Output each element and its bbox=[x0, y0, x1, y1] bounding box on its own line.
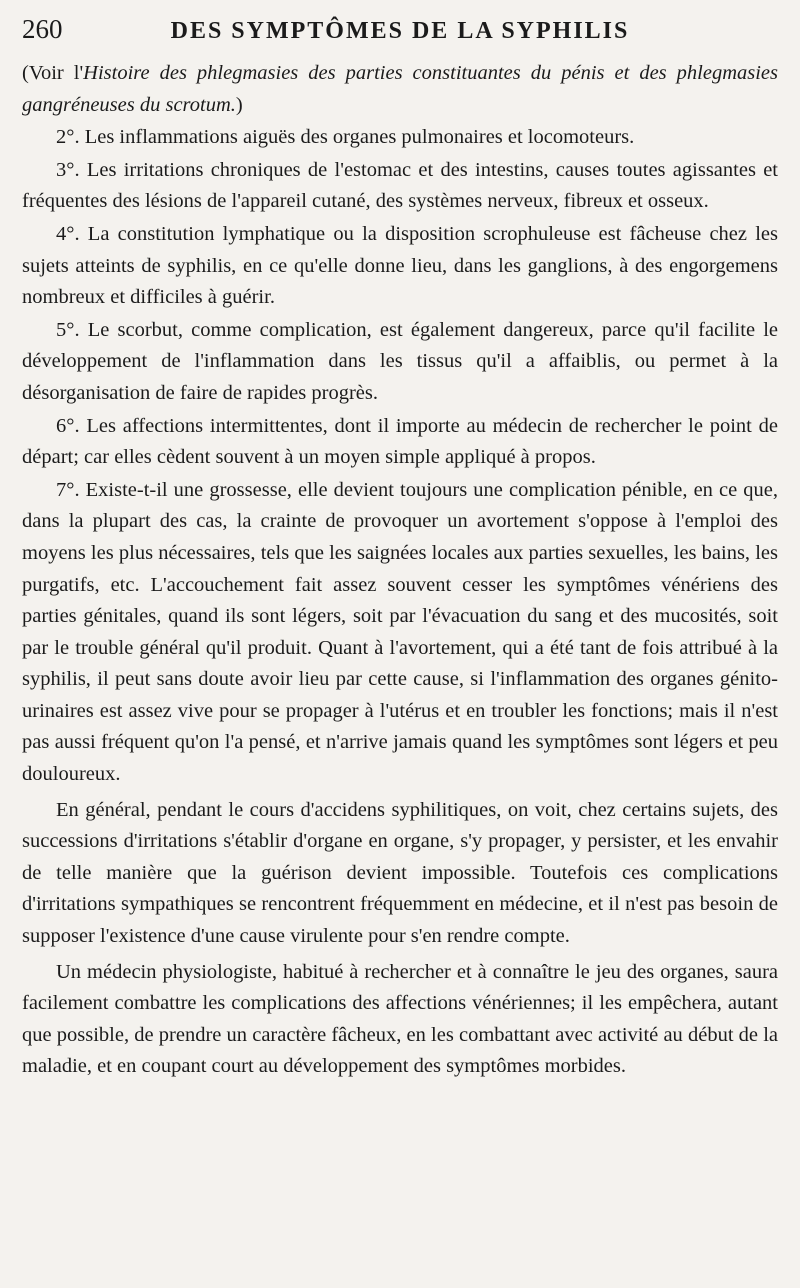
paragraph-item-7: 7°. Existe-t-il une grossesse, elle devient toujours une complication pénible, en ce que, dans la plupart des cas, la crainte de provoquer un avortement s'oppose à l'emploi des moyens les plus nécessaires, tels que les saignées locales aux parties sexuelles, les bains, les purgatifs, etc. L'accouchement fait assez souvent cesser les symptômes vénériens des parties génitales, quand ils sont légers, soit par l'évacuation du sang et des mucosités, soit par le trouble général qu'il produit. Quant à l'avortement, qui a été tant de fois attribué à la syphilis, il peut sans doute avoir lieu par cette cause, si l'inflammation des organes génito-urinaires est assez vive pour se propager à l'utérus et en troubler les fonctions; mais il n'est pas aussi fréquent qu'on l'a pensé, et n'arrive jamais quand les symptômes sont légers et peu douloureux. bbox=[22, 478, 778, 786]
book-page bbox=[22, 14, 778, 1083]
paragraph-item-4: 4°. La constitution lymphatique ou la disposition scrophuleuse est fâcheuse chez les sujets atteints de syphilis, en ce qu'elle donne lieu, dans les ganglions, à des engorgemens nombreux et difficiles à guérir. bbox=[22, 222, 778, 309]
reference-title: Histoire des phlegmasies des parties constituantes du pénis et des phlegmasies gangréneuses du scrotum. bbox=[22, 62, 778, 116]
paragraph-item-2: 2°. Les inflammations aiguës des organes pulmonaires et locomoteurs. bbox=[56, 126, 635, 149]
page-number: 260 bbox=[22, 14, 63, 44]
paragraph-item-3: 3°. Les irritations chroniques de l'estomac et des intestins, causes toutes agissantes et fréquentes des lésions de l'appareil cutané, des systèmes nerveux, fibreux et osseux. bbox=[22, 158, 778, 213]
paragraph-item-6: 6°. Les affections intermittentes, dont il importe au médecin de rechercher le point de départ; car elles cèdent souvent à un moyen simple appliqué à propos. bbox=[22, 414, 778, 469]
page-header bbox=[22, 14, 778, 58]
reference-open: (Voir l' bbox=[22, 62, 84, 84]
body-text bbox=[22, 58, 778, 1083]
paragraph-physiologist: Un médecin physiologiste, habitué à rechercher et à connaître le jeu des organes, saura facilement combattre les complications des affections vénériennes; il les empêchera, autant que possible, de prendre un caractère fâcheux, en les combattant avec activité au début de la maladie, et en coupant court au développement des symptômes morbides. bbox=[22, 960, 778, 1078]
running-title: DES SYMPTÔMES DE LA SYPHILIS bbox=[170, 18, 630, 44]
paragraph-reference bbox=[22, 58, 778, 121]
paragraph-item-5: 5°. Le scorbut, comme complication, est également dangereux, parce qu'il facilite le développement de l'inflammation dans les tissus qu'il a affaiblis, ou permet à la désorganisation de faire de rapides progrès. bbox=[22, 318, 778, 404]
paragraph-general: En général, pendant le cours d'accidens syphilitiques, on voit, chez certains sujets, des successions d'irritations s'établir d'organe en organe, s'y propager, y persister, et les envahir de telle manière que la guérison devient impossible. Toutefois ces complications d'irritations sympathiques se rencontrent fréquemment en médecine, et il n'est pas besoin de supposer l'existence d'une cause virulente pour s'en rendre compte. bbox=[22, 798, 778, 948]
reference-close: ) bbox=[235, 93, 243, 116]
